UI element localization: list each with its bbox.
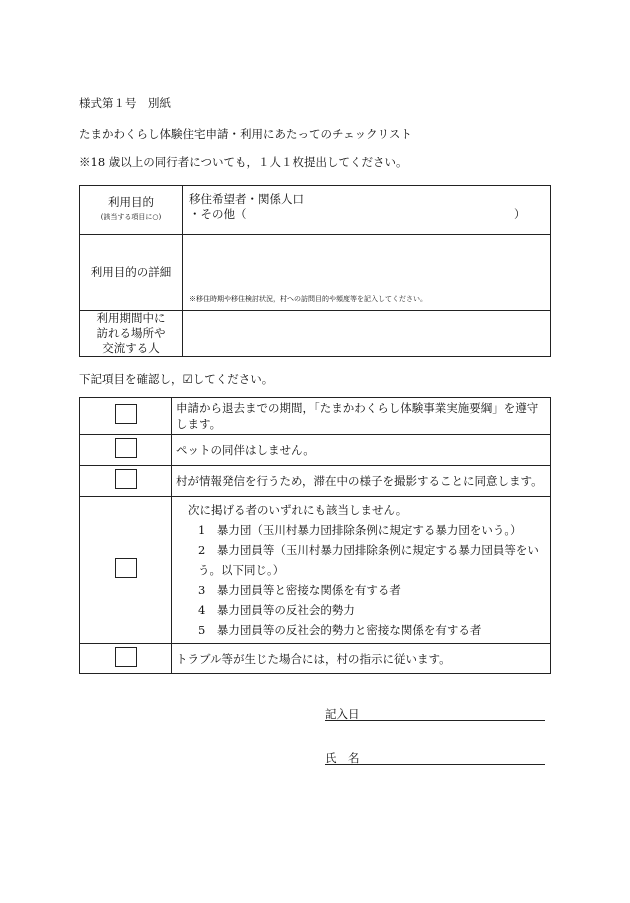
antisocial-sub: 2 暴力団員等（玉川村暴力団排除条例に規定する暴力団員等をいう。以下同じ。）: [198, 543, 539, 577]
checklist-table: [79, 397, 551, 674]
visit-label-line1: 利用期間中に: [96, 311, 166, 325]
visit-places-field[interactable]: [183, 311, 551, 357]
checkbox-icon[interactable]: [115, 647, 137, 667]
purpose-detail-field[interactable]: [183, 235, 551, 311]
checklist-item-text: トラブル等が生じた場合には，村の指示に従います。: [172, 644, 551, 674]
other-suffix: ）: [514, 207, 526, 221]
checklist-row: [80, 398, 551, 435]
checklist-item-antisocial: [172, 497, 551, 644]
antisocial-intro: 次に掲げる者のいずれにも該当しません。: [188, 503, 408, 517]
checklist-instruction: 下記項目を確認し，☑してください。: [79, 372, 274, 386]
checkbox-icon[interactable]: [115, 404, 137, 424]
visit-places-label-cell: [80, 311, 183, 357]
visit-label-line2: 訪れる場所や: [96, 326, 166, 340]
purpose-detail-label: 利用目的の詳細: [80, 235, 183, 311]
checkbox-icon[interactable]: [115, 438, 137, 458]
checkbox-icon[interactable]: [115, 558, 137, 578]
checklist-row: [80, 435, 551, 466]
purpose-detail-note: ※移住時期や移住検討状況，村への訪問目的や頻度等を記入してください。: [189, 295, 427, 303]
date-field[interactable]: [325, 720, 545, 721]
checklist-row: [80, 466, 551, 497]
name-field[interactable]: [325, 764, 545, 765]
purpose-label: 利用目的: [108, 195, 154, 209]
purpose-table: [79, 185, 551, 357]
visit-label-line3: 交流する人: [102, 341, 160, 355]
antisocial-sub: 5 暴力団員等の反社会的勢力と密接な関係を有する者: [198, 623, 482, 637]
checklist-item-text: 申請から退去までの期間，「たまかわくらし体験事業実施要綱」を遵守します。: [172, 398, 551, 435]
antisocial-sub: 1 暴力団（玉川村暴力団排除条例に規定する暴力団をいう。）: [198, 523, 522, 537]
companion-note: ※18 歳以上の同行者についても，１人１枚提出してください。: [79, 155, 408, 169]
document-title: たまかわくらし体験住宅申請・利用にあたってのチェックリスト: [79, 127, 412, 141]
date-label: 記入日: [325, 707, 360, 721]
other-prefix: ・その他（: [189, 207, 247, 221]
purpose-option-migration[interactable]: 移住希望者・関係人口: [189, 192, 304, 206]
checklist-row: [80, 644, 551, 674]
purpose-options-cell[interactable]: [183, 186, 551, 235]
checkbox-icon[interactable]: [115, 469, 137, 489]
purpose-sublabel: (該当する項目に○): [100, 213, 162, 221]
antisocial-sub: 3 暴力団員等と密接な関係を有する者: [198, 583, 401, 597]
checklist-item-text: ペットの同伴はしません。: [172, 435, 551, 466]
purpose-option-other[interactable]: [189, 207, 544, 222]
form-number: 様式第１号 別紙: [79, 96, 171, 110]
name-label: 氏 名: [325, 751, 360, 765]
antisocial-sub: 4 暴力団員等の反社会的勢力: [198, 603, 355, 617]
checklist-row: [80, 497, 551, 644]
checklist-item-text: 村が情報発信を行うため，滞在中の様子を撮影することに同意します。: [172, 466, 551, 497]
purpose-label-cell: [80, 186, 183, 235]
